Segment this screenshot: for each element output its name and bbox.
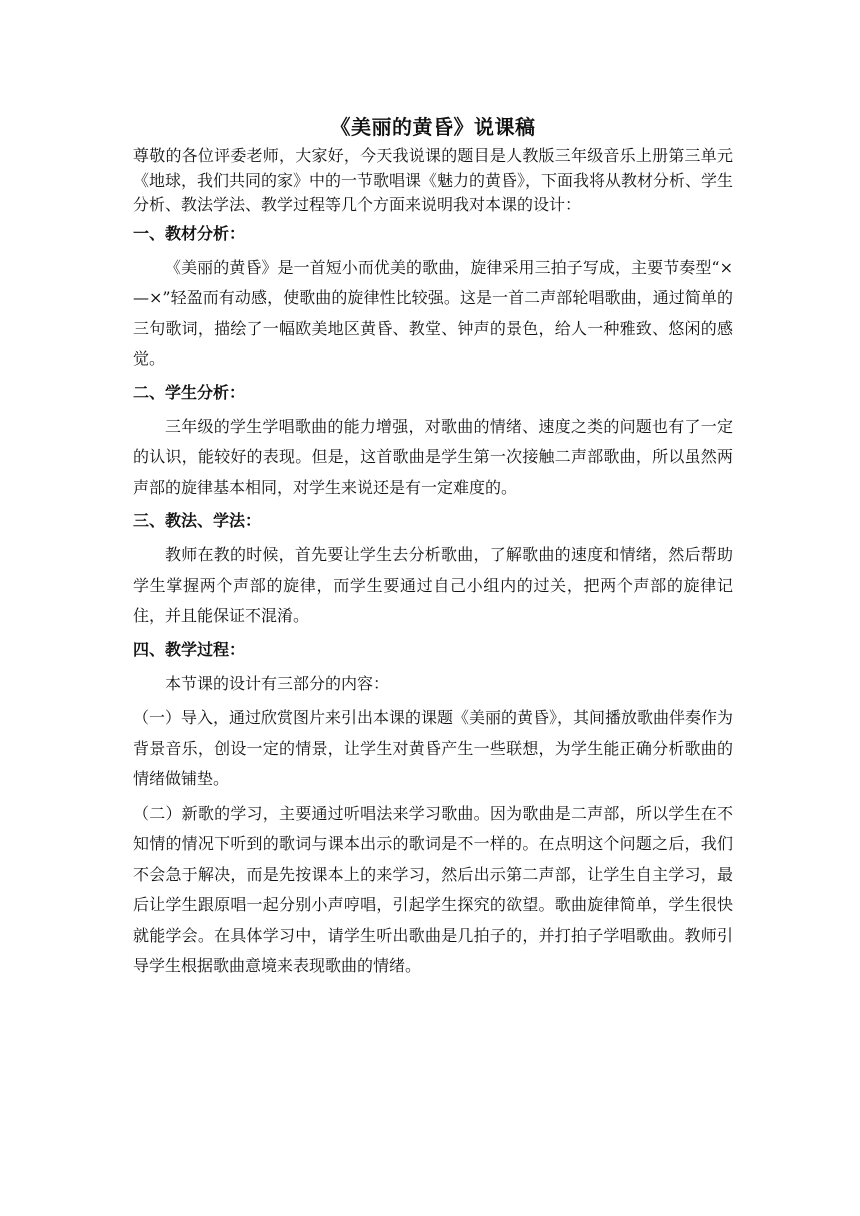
section-paragraph-student-analysis: 三年级的学生学唱歌曲的能力增强，对歌曲的情绪、速度之类的问题也有了一定的认识，能较好的表现。但是，这首歌曲是学生第一次接触二声部歌曲，所以虽然两声部的旋律基本相同，对学生来说还是有一定难度的。 bbox=[133, 416, 733, 497]
teaching-process-item-2: （二）新歌的学习，主要通过听唱法来学习歌曲。因为歌曲是二声部，所以学生在不知情的情况下听到的歌词与课本出示的歌词是不一样的。在点明这个问题之后，我们不会急于解决，而是先按课本上的来学习，然后出示第二声部，让学生自主学习，最后让学生跟原唱一起分别小声哼唱，引起学生探究的欲望。歌曲旋律简单，学生很快就能学会。在具体学习中，请学生听出歌曲是几拍子的，并打拍子学唱歌曲。教师引导学生根据歌曲意境来表现歌曲的情绪。 bbox=[133, 803, 733, 975]
document-body bbox=[133, 112, 733, 986]
section-paragraph-textbook-analysis: 《美丽的黄昏》是一首短小而优美的歌曲，旋律采用三拍子写成，主要节奏型“×—×”轻盈而有动感，使歌曲的旋律性比较强。这是一首二声部轮唱歌曲，通过简单的三句歌词，描绘了一幅欧美地区黄昏、教堂、钟声的景色，给人一种雅致、悠闲的感觉。 bbox=[133, 257, 733, 368]
teaching-process-item-1: （一）导入，通过欣赏图片来引出本课的课题《美丽的黄昏》，其间播放歌曲伴奏作为背景音乐，创设一定的情景，让学生对黄昏产生一些联想，为学生能正确分析歌曲的情绪做铺垫。 bbox=[133, 708, 734, 788]
section-paragraph-teaching-process: 本节课的设计有三部分的内容： bbox=[165, 673, 390, 693]
section-heading-teaching-methods: 三、教法、学法： bbox=[133, 511, 262, 530]
document-title: 《美丽的黄昏》说课稿 bbox=[330, 115, 536, 139]
section-paragraph-teaching-methods: 教师在教的时候，首先要让学生去分析歌曲，了解歌曲的速度和情绪，然后帮助学生掌握两个声部的旋律，而学生要通过自己小组内的过关，把两个声部的旋律记住，并且能保证不混淆。 bbox=[133, 545, 733, 625]
intro-paragraph: 尊敬的各位评委老师，大家好，今天我说课的题目是人教版三年级音乐上册第三单元《地球，我们共同的家》中的一节歌唱课《魅力的黄昏》，下面我将从教材分析、学生分析、教法学法、教学过程等几个方面来说明我对本课的设计： bbox=[133, 146, 734, 214]
section-heading-teaching-process: 四、教学过程： bbox=[133, 639, 246, 659]
section-heading-textbook-analysis: 一、教材分析： bbox=[133, 223, 246, 243]
section-heading-student-analysis: 二、学生分析： bbox=[133, 382, 246, 402]
